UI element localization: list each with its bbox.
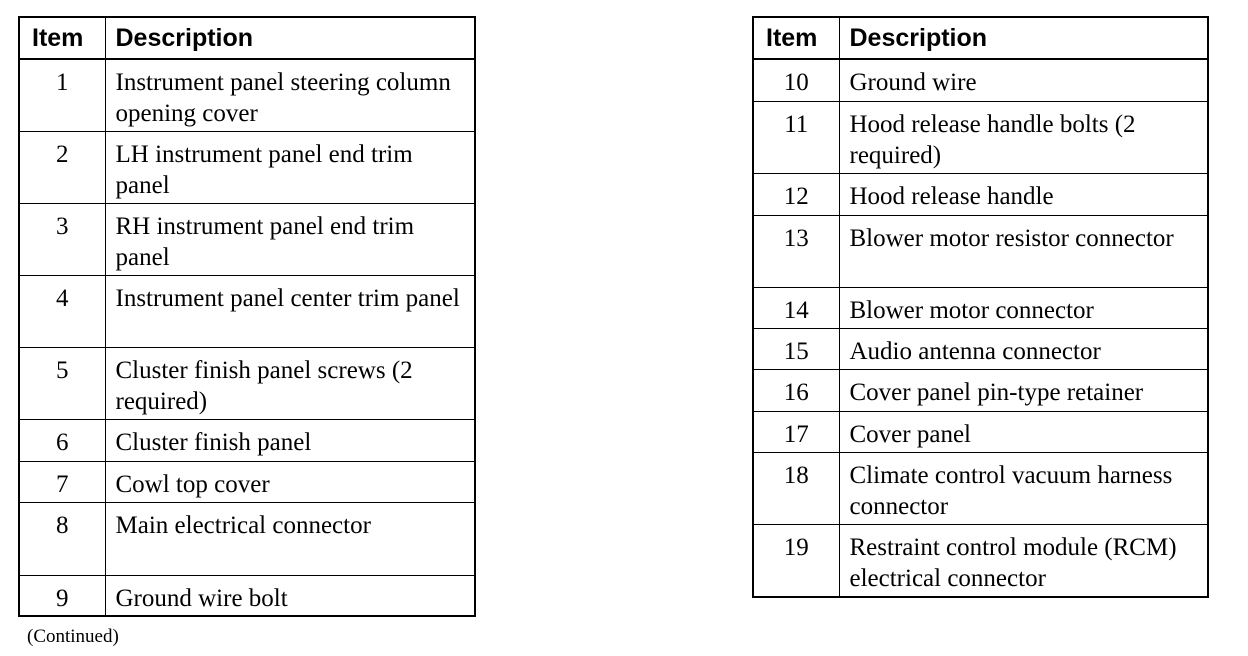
table-header-row [753, 17, 1208, 59]
item-number: 3 [19, 203, 105, 275]
item-number: 1 [19, 59, 105, 131]
table-row [19, 275, 475, 347]
item-description: Cowl top cover [105, 461, 475, 502]
table-row [19, 575, 475, 616]
item-description: Instrument panel center trim panel [105, 275, 475, 347]
item-description: Ground wire bolt [105, 575, 475, 616]
table-header-row [19, 17, 475, 59]
item-description: Cover panel pin-type retainer [839, 369, 1208, 411]
table-row [19, 461, 475, 502]
item-description: Blower motor resistor connector [839, 215, 1208, 287]
item-number: 10 [753, 59, 839, 101]
table-row [753, 101, 1208, 173]
item-number: 18 [753, 452, 839, 524]
item-number: 14 [753, 287, 839, 328]
item-description: Hood release handle [839, 173, 1208, 215]
item-number: 2 [19, 131, 105, 203]
table-row [753, 173, 1208, 215]
item-description: Cover panel [839, 411, 1208, 452]
item-description: LH instrument panel end trim panel [105, 131, 475, 203]
item-description: RH instrument panel end trim panel [105, 203, 475, 275]
table-row [19, 131, 475, 203]
item-number: 5 [19, 347, 105, 419]
table-row [19, 502, 475, 575]
table-row [753, 59, 1208, 101]
item-column-header: Item [19, 17, 105, 59]
table-row [19, 419, 475, 461]
table-row [19, 59, 475, 131]
table-row [753, 287, 1208, 328]
table-row [753, 369, 1208, 411]
item-description: Blower motor connector [839, 287, 1208, 328]
item-number: 4 [19, 275, 105, 347]
item-number: 13 [753, 215, 839, 287]
item-number: 12 [753, 173, 839, 215]
item-number: 6 [19, 419, 105, 461]
item-description: Main electrical connector [105, 502, 475, 575]
item-description: Cluster finish panel screws (2 required) [105, 347, 475, 419]
table-row [753, 524, 1208, 597]
parts-table-right [752, 16, 1209, 598]
item-number: 19 [753, 524, 839, 597]
item-number: 16 [753, 369, 839, 411]
parts-table-left [18, 16, 476, 617]
table-row [753, 452, 1208, 524]
item-description: Restraint control module (RCM) electrical connector [839, 524, 1208, 597]
item-description: Instrument panel steering column opening cover [105, 59, 475, 131]
item-number: 9 [19, 575, 105, 616]
item-number: 17 [753, 411, 839, 452]
item-description: Audio antenna connector [839, 328, 1208, 369]
description-column-header: Description [105, 17, 475, 59]
item-number: 8 [19, 502, 105, 575]
item-number: 7 [19, 461, 105, 502]
item-column-header: Item [753, 17, 839, 59]
table-row [753, 328, 1208, 369]
table-row [19, 347, 475, 419]
item-description: Ground wire [839, 59, 1208, 101]
continued-note: (Continued) [27, 626, 119, 647]
item-description: Hood release handle bolts (2 required) [839, 101, 1208, 173]
table-row [753, 215, 1208, 287]
item-description: Cluster finish panel [105, 419, 475, 461]
table-row [19, 203, 475, 275]
item-description: Climate control vacuum harness connector [839, 452, 1208, 524]
description-column-header: Description [839, 17, 1208, 59]
table-row [753, 411, 1208, 452]
item-number: 15 [753, 328, 839, 369]
item-number: 11 [753, 101, 839, 173]
